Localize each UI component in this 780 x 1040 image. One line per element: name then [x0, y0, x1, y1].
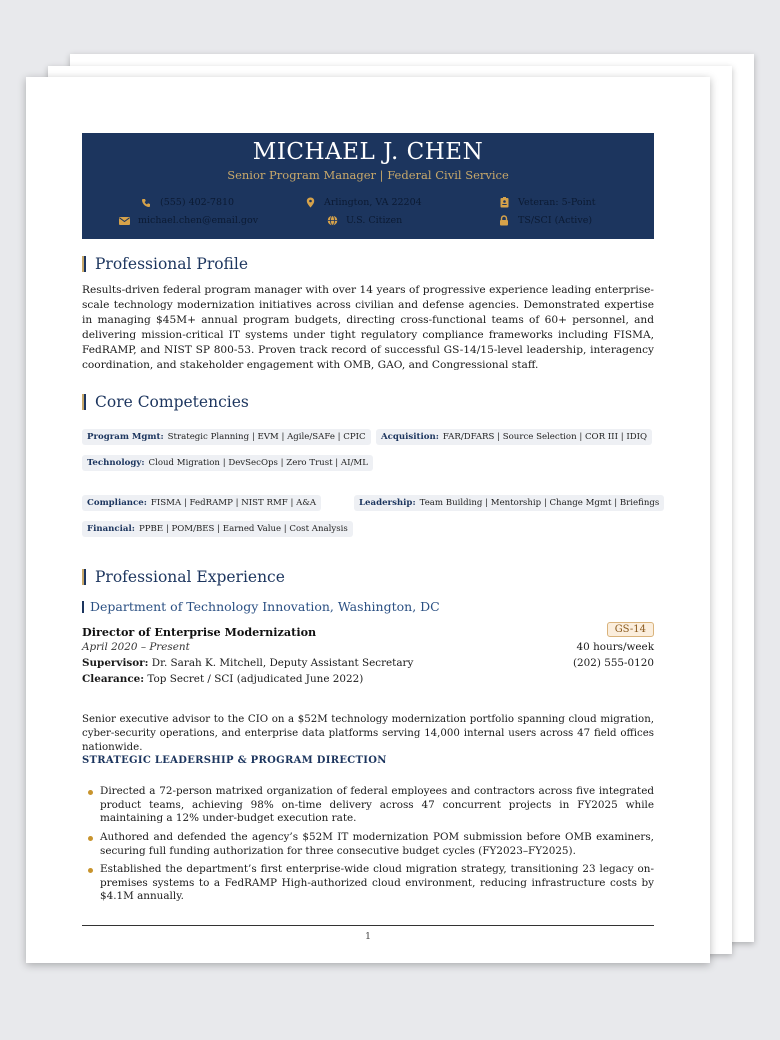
contact-text: Veteran: 5-Point: [518, 197, 596, 208]
section-bar: [82, 569, 86, 585]
competency-chip: [82, 455, 373, 471]
competency-key: Compliance:: [87, 498, 147, 508]
contact-location: [302, 197, 422, 208]
header-banner: [82, 133, 654, 239]
list-item: [82, 863, 654, 904]
employer-name: Department of Technology Innovation, Washington, DC: [90, 599, 440, 614]
job-dates: April 2020 – Present: [82, 641, 190, 653]
job-subheading: STRATEGIC LEADERSHIP & PROGRAM DIRECTION: [82, 755, 387, 766]
phone-icon: [138, 198, 154, 208]
bullet-text: Directed a 72-person matrixed organization of federal employees and contractors across five integrated product teams, achieving 98% on-time delivery across 47 concurrent projects in FY2025 while maintaining a 12% under-budget execution rate.: [100, 785, 654, 824]
supervisor-label: Supervisor:: [82, 657, 149, 669]
bullet-text: Authored and defended the agency’s $52M IT modernization POM submission before OMB examiners, securing full funding authorization for three consecutive budget cycles (FY2023–FY2025).: [100, 831, 654, 857]
bullet-text: Established the department’s first enterprise-wide cloud migration strategy, transitioning 23 legacy on-premises systems to a FedRAMP High-authorized cloud environment, reducing infrastructure costs by $4.1M annually.: [100, 863, 654, 902]
contact-text: TS/SCI (Active): [518, 215, 593, 226]
contact-clearance: [496, 215, 592, 226]
contact-veteran: [496, 197, 596, 208]
envelope-icon: [116, 217, 132, 225]
section-heading-experience: [82, 568, 285, 586]
competency-chip: [376, 429, 652, 445]
contact-text: U.S. Citizen: [346, 215, 403, 226]
competency-key: Technology:: [87, 458, 145, 468]
competency-value: Strategic Planning | EVM | Agile/SAFe | CPIC: [167, 432, 366, 442]
footer-rule: [82, 925, 654, 926]
contact-email: [116, 215, 258, 226]
job-hours: 40 hours/week: [576, 641, 654, 653]
job-clearance: [82, 673, 363, 685]
section-heading-competencies: [82, 393, 249, 411]
bullet-dot: [88, 868, 93, 873]
competency-key: Financial:: [87, 524, 135, 534]
competency-value: PPBE | POM/BES | Earned Value | Cost Analysis: [138, 524, 348, 534]
contact-phone: [138, 197, 234, 208]
section-bar: [82, 394, 86, 410]
bullet-dot: [88, 790, 93, 795]
contact-citizenship: [324, 215, 402, 226]
globe-icon: [324, 215, 340, 226]
section-heading-profile: [82, 255, 248, 273]
grade-badge: GS-14: [607, 622, 654, 637]
contact-text: (555) 402-7810: [160, 197, 235, 208]
map-pin-icon: [302, 197, 318, 208]
supervisor-value: Dr. Sarah K. Mitchell, Deputy Assistant Secretary: [151, 657, 414, 669]
section-title: Professional Profile: [95, 255, 249, 273]
page-content: [82, 133, 660, 942]
competency-key: Program Mgmt:: [87, 432, 164, 442]
contact-text: Arlington, VA 22204: [324, 197, 422, 208]
job-supervisor: [82, 657, 413, 669]
competency-key: Acquisition:: [381, 432, 439, 442]
page-number: 1: [364, 931, 372, 942]
list-item: [82, 785, 654, 826]
competency-value: Team Building | Mentorship | Change Mgmt | Briefings: [419, 498, 660, 508]
profile-summary: Results-driven federal program manager with over 14 years of progressive experience leading enterprise-scale technology modernization initiatives across civilian and defense agencies. Demonstrated expertise in managing $45M+ annual program budgets, directing cross-functional teams of 60+ personnel, and delivering mission-critical IT systems under tight regulatory compliance frameworks including FISMA, FedRAMP, and NIST SP 800-53. Proven track record of successful GS-14/15-level leadership, interagency coordination, and stakeholder engagement with OMB, GAO, and Congressional staff.: [82, 284, 654, 371]
competency-chip: [82, 521, 353, 537]
job-summary: Senior executive advisor to the CIO on a $52M technology modernization portfolio spanning cloud migration, cyber-security operations, and enterprise data platforms serving 14,000 internal users across 47 field offices nationwide.: [82, 714, 654, 753]
section-title: Professional Experience: [95, 568, 285, 586]
contact-text: michael.chen@email.gov: [138, 215, 259, 226]
bullet-dot: [88, 836, 93, 841]
supervisor-phone: (202) 555-0120: [572, 657, 654, 669]
resume-page: [26, 77, 710, 963]
employer-heading: [82, 599, 440, 614]
clearance-value: Top Secret / SCI (adjudicated June 2022): [147, 673, 364, 685]
competency-key: Leadership:: [359, 498, 416, 508]
job-title: Director of Enterprise Modernization: [82, 625, 317, 639]
competency-chip: [82, 429, 371, 445]
competency-value: FISMA | FedRAMP | NIST RMF | A&A: [150, 498, 317, 508]
candidate-subtitle: Senior Program Manager | Federal Civil Service: [227, 168, 509, 182]
competency-chip: [82, 495, 321, 511]
competency-value: FAR/DFARS | Source Selection | COR III | IDIQ: [442, 432, 648, 442]
lock-icon: [496, 215, 512, 226]
clearance-label: Clearance:: [82, 673, 145, 685]
list-item: [82, 831, 654, 858]
candidate-name: MICHAEL J. CHEN: [252, 139, 484, 165]
competency-value: Cloud Migration | DevSecOps | Zero Trust | AI/ML: [148, 458, 368, 468]
competency-chip: [354, 495, 664, 511]
employer-bar: [82, 601, 84, 613]
section-bar: [82, 256, 86, 272]
id-badge-icon: [496, 197, 512, 208]
section-title: Core Competencies: [95, 393, 249, 411]
